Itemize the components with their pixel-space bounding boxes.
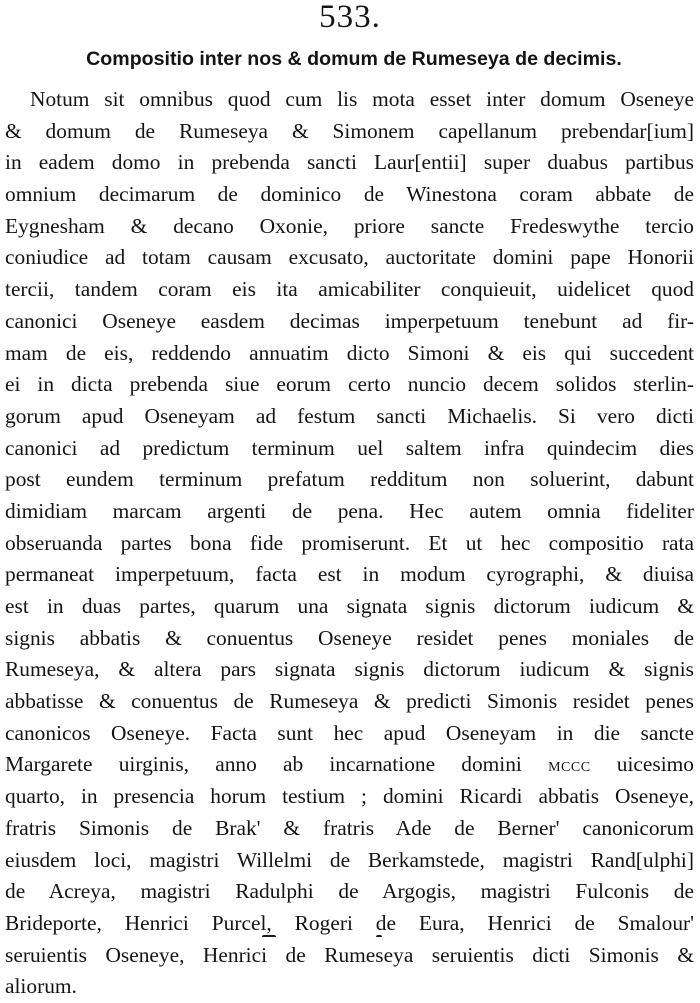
text-line-date bbox=[5, 749, 694, 781]
text-line: coniudice ad totam causam excusato, auctoritate domini pape Honorii bbox=[5, 245, 694, 270]
text-line: mam de eis, reddendo annuatim dicto Simoni & eis qui succedent bbox=[5, 340, 694, 365]
text-line: permaneat imperpetuum, facta est in modum cyrographi, & diuisa bbox=[5, 562, 694, 587]
text-line: in eadem domo in prebenda sancti Laur[entii] super duabus partibus bbox=[5, 150, 694, 175]
date-text: Margarete uirginis, anno ab incarnatione domini bbox=[5, 752, 522, 777]
charter-heading: Compositio inter nos & domum de Rumeseya de decimis. bbox=[86, 48, 622, 70]
text-line: Rumeseya, & altera pars signata signis dictorum iudicum & signis bbox=[5, 657, 694, 682]
text-line: tercii, tandem coram eis ita amicabiliter conquieuit, uidelicet quod bbox=[5, 277, 694, 302]
page-number: 533. bbox=[319, 0, 381, 35]
text-line: omnium decimarum de dominico de Winestona coram abbate de bbox=[5, 182, 694, 207]
text-line: de Acreya, magistri Radulphi de Argogis, magistri Fulconis de bbox=[5, 879, 694, 904]
date-small-caps: MCCC bbox=[548, 760, 591, 776]
text-line: seruientis Oseneye, Henrici de Rumeseya seruientis dicti Simonis & bbox=[5, 942, 694, 967]
text-line: canonicos Oseneye. Facta sunt hec apud Oseneyam in die sancte bbox=[5, 720, 694, 745]
text-line: aliorum. bbox=[5, 974, 77, 999]
text-line: fratris Simonis de Brak' & fratris Ade de Berner' canonicorum bbox=[5, 815, 694, 840]
text-line: Eygnesham & decano Oxonie, priore sancte Fredeswythe tercio bbox=[5, 213, 694, 238]
text-line: Brideporte, Henrici Purcel, Rogeri de Eura, Henrici de Smalour' bbox=[5, 910, 694, 935]
text-line: post eundem terminum prefatum redditum non soluerint, dabunt bbox=[5, 467, 694, 492]
charter-body bbox=[5, 84, 694, 1003]
text-line: canonici Oseneye easdem decimas imperpetuum tenebunt ad fir- bbox=[5, 308, 694, 333]
cut-off-next-line bbox=[250, 926, 450, 937]
text-line: eiusdem loci, magistri Willelmi de Berkamstede, magistri Rand[ulphi] bbox=[5, 847, 694, 872]
text-line: canonici ad predictum terminum uel saltem infra quindecim dies bbox=[5, 435, 694, 460]
text-line: & domum de Rumeseya & Simonem capellanum prebendar[ium] bbox=[5, 118, 694, 143]
text-line: dimidiam marcam argenti de pena. Hec autem omnia fideliter bbox=[5, 498, 694, 523]
text-line: Notum sit omnibus quod cum lis mota esset inter domum Oseneye bbox=[30, 87, 694, 111]
text-line: signis abbatis & conuentus Oseneye residet penes moniales de bbox=[5, 625, 694, 650]
text-line: obseruanda partes bona fide promiserunt. Et ut hec compositio rata bbox=[5, 530, 694, 555]
text-line: quarto, in presencia horum testium ; domini Ricardi abbatis Oseneye, bbox=[5, 784, 694, 809]
text-line: gorum apud Oseneyam ad festum sancti Michaelis. Si vero dicti bbox=[5, 403, 694, 428]
text-line: est in duas partes, quarum una signata signis dictorum iudicum & bbox=[5, 594, 694, 618]
text-line: abbatisse & conuentus de Rumeseya & predicti Simonis residet penes bbox=[5, 689, 694, 714]
text-line: ei in dicta prebenda siue eorum certo nuncio decem solidos sterlin- bbox=[5, 372, 694, 397]
date-tail: uicesimo bbox=[616, 752, 694, 777]
